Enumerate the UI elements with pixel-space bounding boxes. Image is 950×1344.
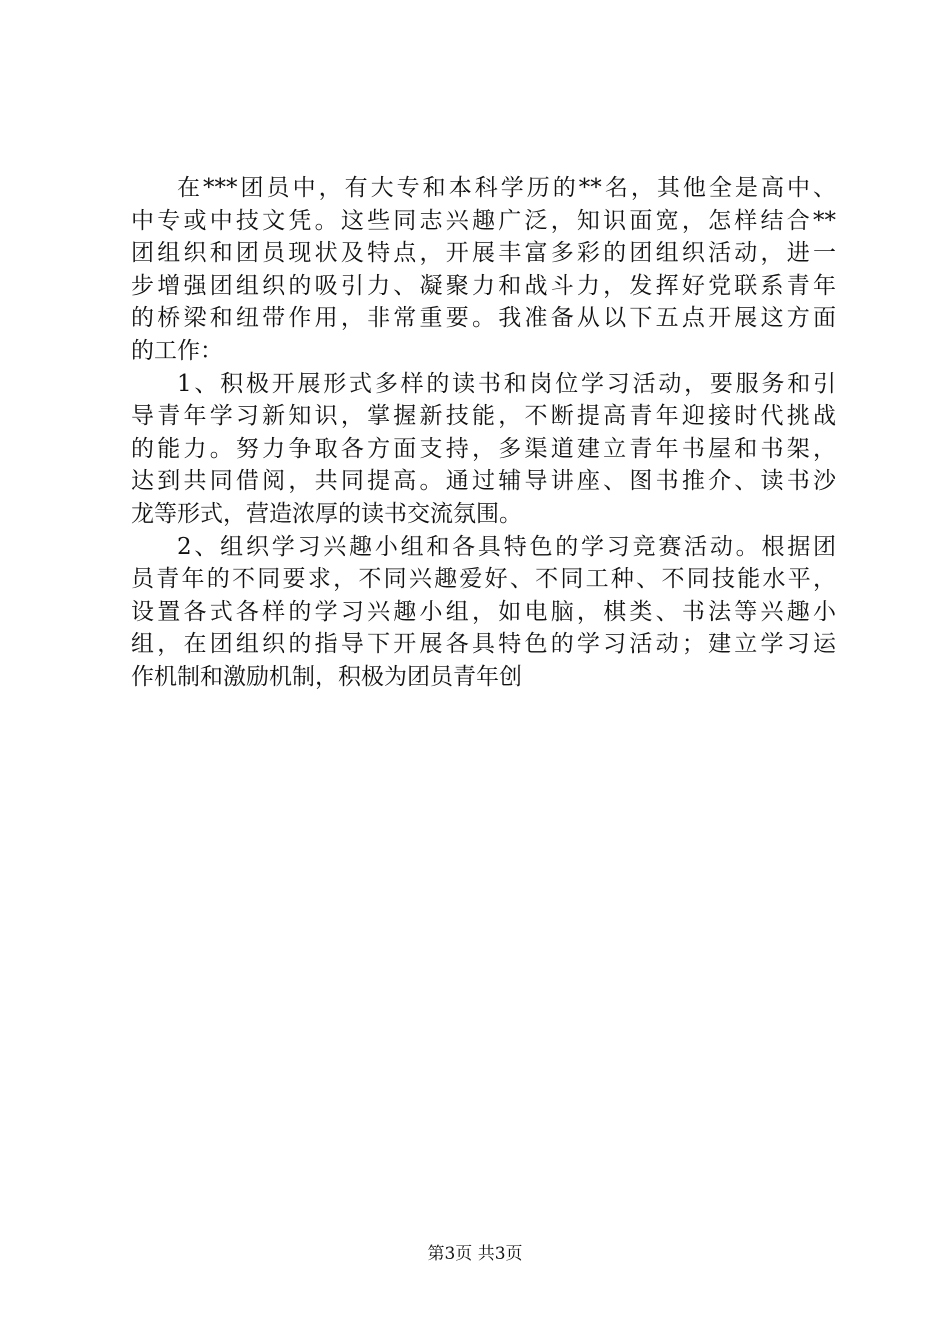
text-line: 团组织和团员现状及特点，开展丰富多彩的团组织活动，进一 — [131, 240, 836, 267]
text-line: 中专或中技文凭。这些同志兴趣广泛，知识面宽，怎样结合** — [131, 207, 836, 234]
page-footer: 第3页 共3页 — [427, 1244, 523, 1264]
text-line: 1、积极开展形式多样的读书和岗位学习活动，要服务和引 — [177, 370, 836, 397]
text-line: 导青年学习新知识，掌握新技能，不断提高青年迎接时代挑战 — [131, 403, 836, 430]
text-line: 的能力。努力争取各方面支持，多渠道建立青年书屋和书架， — [131, 435, 836, 462]
text-line: 员青年的不同要求，不同兴趣爱好、不同工种、不同技能水平， — [131, 566, 836, 593]
text-line: 组，在团组织的指导下开展各具特色的学习活动；建立学习运 — [131, 631, 836, 658]
text-line: 的工作： — [131, 337, 223, 364]
text-line: 在***团员中，有大专和本科学历的**名，其他全是高中、 — [177, 175, 836, 201]
text-line: 的桥梁和纽带作用，非常重要。我准备从以下五点开展这方面 — [131, 305, 836, 332]
text-line: 达到共同借阅，共同提高。通过辅导讲座、图书推介、读书沙 — [131, 468, 836, 495]
text-line: 龙等形式，营造浓厚的读书交流氛围。 — [131, 500, 522, 527]
text-line: 2、组织学习兴趣小组和各具特色的学习竞赛活动。根据团 — [177, 533, 836, 560]
body-text — [131, 172, 836, 694]
text-line: 设置各式各样的学习兴趣小组，如电脑，棋类、书法等兴趣小 — [131, 598, 836, 625]
text-line: 作机制和激励机制，积极为团员青年创 — [131, 663, 522, 690]
text-line: 步增强团组织的吸引力、凝聚力和战斗力，发挥好党联系青年 — [131, 272, 836, 299]
